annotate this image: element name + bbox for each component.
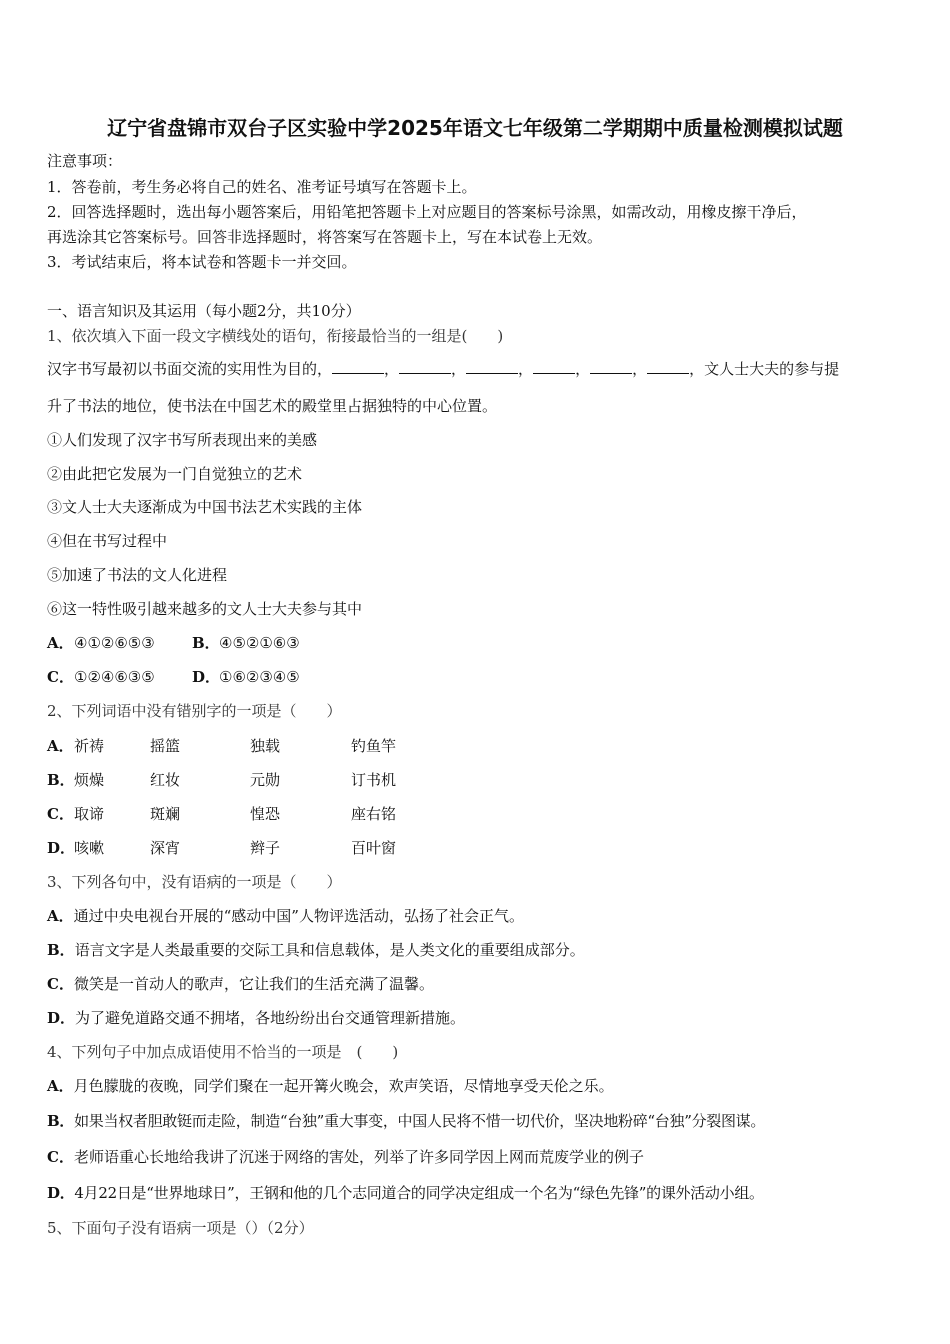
q2-option-label: C． xyxy=(47,805,74,823)
notice-heading: 注意事项： xyxy=(47,152,123,170)
q1-sep: ， xyxy=(575,360,591,378)
q1-passage-line2: 升了书法的地位，使书法在中国艺术的殿堂里占据独特的中心位置。 xyxy=(47,397,498,415)
q1-sep: ， xyxy=(451,360,467,378)
q1-passage-end: ，文人士大夫的参与提 xyxy=(689,360,840,378)
q1-item-3: ③文人士大夫逐渐成为中国书法艺术实践的主体 xyxy=(47,498,363,516)
option-label: D． xyxy=(47,1009,76,1027)
q1-option-c: ①②④⑥③⑤ xyxy=(74,668,155,686)
notice-item-2: 2．回答选择题时，选出每小题答案后，用铅笔把答题卡上对应题目的答案标号涂黑，如需改动，用橡皮擦干净后， xyxy=(47,203,807,221)
q2-word: 惶恐 xyxy=(250,805,281,823)
q4-option-a xyxy=(47,1076,614,1096)
option-label: A． xyxy=(47,907,74,925)
q1-option-c-label: C． xyxy=(47,668,74,686)
q2-word: 摇篮 xyxy=(150,737,181,755)
q1-blank-4 xyxy=(533,359,575,374)
q1-sep: ， xyxy=(384,360,400,378)
q2-word: 红妆 xyxy=(150,771,181,789)
q1-option-d: ①⑥②③④⑤ xyxy=(219,668,300,686)
section-heading: 一、语言知识及其运用（每小题2分，共10分） xyxy=(47,302,361,320)
q1-sep: ， xyxy=(518,360,534,378)
q1-item-5: ⑤加速了书法的文人化进程 xyxy=(47,566,228,584)
q2-word: 独载 xyxy=(250,737,281,755)
q1-item-6: ⑥这一特性吸引越来越多的文人士大夫参与其中 xyxy=(47,600,363,618)
q4-option-c xyxy=(47,1147,644,1167)
q1-blank-3 xyxy=(466,359,518,374)
option-text: 如果当权者胆敢铤而走险，制造“台独”重大事变，中国人民将不惜一切代价，坚决地粉碎“台独”分裂图谋。 xyxy=(74,1112,766,1130)
q2-word: 斑斓 xyxy=(150,805,181,823)
q2-word: 烦燥 xyxy=(74,771,105,789)
q1-blank-2 xyxy=(399,359,451,374)
q1-option-b-label: B． xyxy=(192,634,220,652)
option-text: 微笑是一首动人的歌声，它让我们的生活充满了温馨。 xyxy=(73,975,434,993)
q1-item-2: ②由此把它发展为一门自觉独立的艺术 xyxy=(47,465,303,483)
option-text: 为了避免道路交通不拥堵，各地纷纷出台交通管理新措施。 xyxy=(75,1009,466,1027)
option-label: B． xyxy=(47,941,75,959)
q3-option-d xyxy=(47,1008,465,1028)
q1-item-1: ①人们发现了汉字书写所表现出来的美感 xyxy=(47,431,318,449)
q3-option-c xyxy=(47,974,434,994)
q5-stem: 5、下面句子没有语病一项是（）（2分） xyxy=(47,1219,314,1237)
notice-item-2-cont: 再选涂其它答案标号。回答非选择题时，将答案写在答题卡上，写在本试卷上无效。 xyxy=(47,228,603,246)
q2-word: 祈祷 xyxy=(74,737,105,755)
q1-sep: ， xyxy=(632,360,648,378)
q3-option-a xyxy=(47,906,524,926)
q2-stem: 2、下列词语中没有错别字的一项是（ ） xyxy=(47,702,342,720)
q2-word: 订书机 xyxy=(351,771,397,789)
q2-word: 座右铭 xyxy=(351,805,397,823)
q1-stem: 1、依次填入下面一段文字横线处的语句，衔接最恰当的一组是( ) xyxy=(47,327,504,345)
option-text: 月色朦胧的夜晚，同学们聚在一起开篝火晚会，欢声笑语，尽情地享受天伦之乐。 xyxy=(73,1077,614,1095)
q3-stem: 3、下列各句中，没有语病的一项是（ ） xyxy=(47,873,342,891)
q4-stem: 4、下列句子中加点成语使用不恰当的一项是 ( ) xyxy=(47,1043,399,1061)
option-text: 通过中央电视台开展的“感动中国”人物评选活动，弘扬了社会正气。 xyxy=(73,907,524,925)
q2-word: 深宵 xyxy=(150,839,181,857)
q2-option-label: B． xyxy=(47,771,75,789)
q2-word: 百叶窗 xyxy=(351,839,397,857)
q1-item-4: ④但在书写过程中 xyxy=(47,532,168,550)
q2-option-label: D． xyxy=(47,839,76,857)
option-text: 4月22日是“世界地球日”，王钢和他的几个志同道合的同学决定组成一个名为“绿色先锋”的课外活动小组。 xyxy=(74,1184,764,1202)
option-label: D． xyxy=(47,1184,75,1202)
q2-word: 辫子 xyxy=(250,839,281,857)
option-label: C． xyxy=(47,975,74,993)
option-text: 语言文字是人类最重要的交际工具和信息载体，是人类文化的重要组成部分。 xyxy=(74,941,585,959)
page-title: 辽宁省盘锦市双台子区实验中学2025年语文七年级第二学期期中质量检测模拟试题 xyxy=(107,116,843,140)
q1-blank-5 xyxy=(590,359,632,374)
q2-word: 元勋 xyxy=(250,771,281,789)
q2-word: 取谛 xyxy=(74,805,105,823)
option-label: B． xyxy=(47,1112,75,1130)
q2-word: 咳嗽 xyxy=(74,839,105,857)
notice-item-1: 1．答卷前，考生务必将自己的姓名、准考证号填写在答题卡上。 xyxy=(47,178,477,196)
q1-blank-6 xyxy=(647,359,689,374)
q4-option-b xyxy=(47,1111,765,1131)
notice-item-3: 3．考试结束后，将本试卷和答题卡一并交回。 xyxy=(47,253,357,271)
q2-word: 钓鱼竿 xyxy=(351,737,397,755)
option-label: A． xyxy=(47,1077,74,1095)
q4-option-d xyxy=(47,1183,764,1203)
q1-option-a-label: A． xyxy=(47,634,74,652)
q1-option-a: ④①②⑥⑤③ xyxy=(74,634,155,652)
q1-option-d-label: D． xyxy=(192,668,221,686)
q2-option-label: A． xyxy=(47,737,74,755)
q3-option-b xyxy=(47,940,585,960)
q1-blank-1 xyxy=(332,359,384,374)
option-text: 老师语重心长地给我讲了沉迷于网络的害处，列举了许多同学因上网而荒废学业的例子 xyxy=(73,1148,644,1166)
q1-option-b: ④⑤②①⑥③ xyxy=(219,634,300,652)
option-label: C． xyxy=(47,1148,74,1166)
q1-passage-line1 xyxy=(47,359,839,379)
q1-passage-start: 汉字书写最初以书面交流的实用性为目的， xyxy=(47,360,333,378)
